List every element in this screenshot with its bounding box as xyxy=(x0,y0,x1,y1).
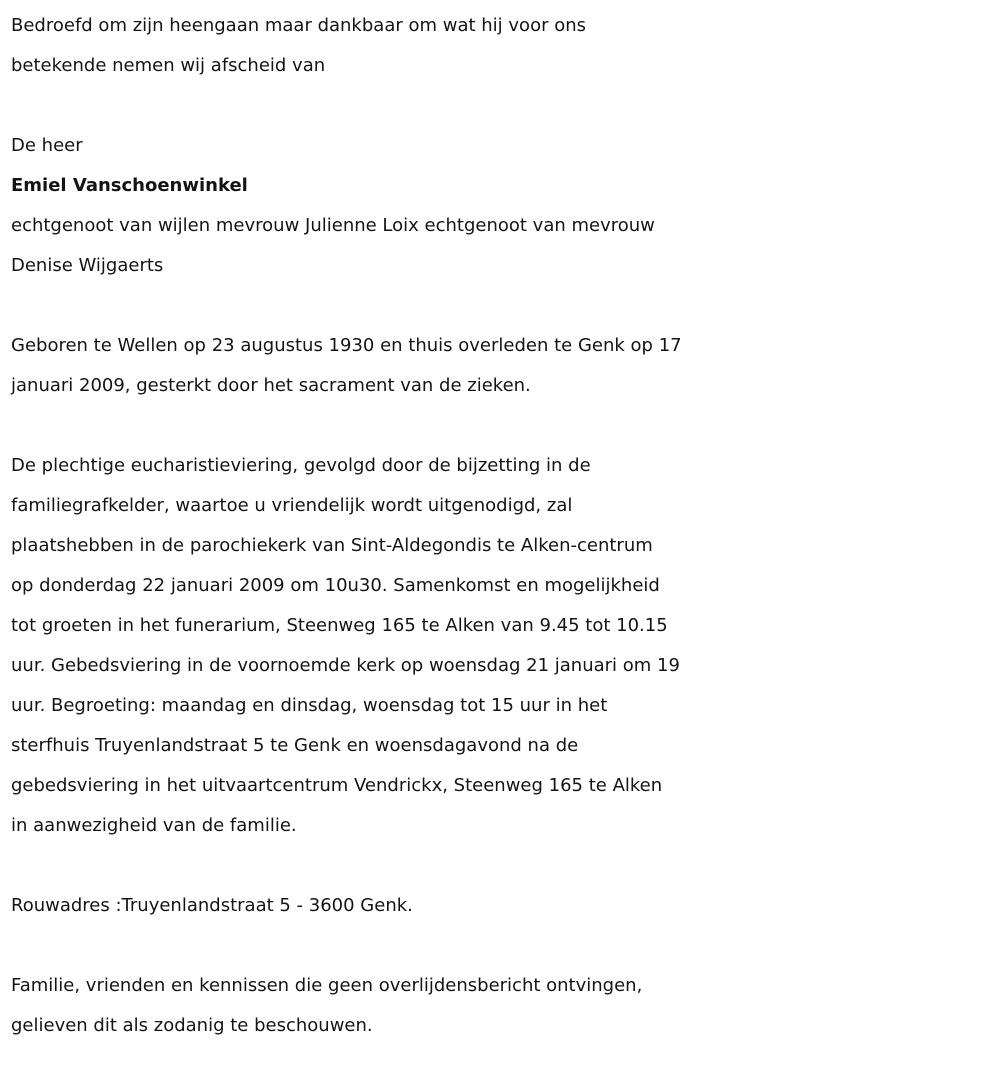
intro-line-1: Bedroefd om zijn heengaan maar dankbaar om wat hij voor ons xyxy=(11,15,586,36)
spacer xyxy=(11,86,993,126)
ceremony-line: De plechtige eucharistieviering, gevolgd door de bijzetting in de xyxy=(11,455,591,476)
ceremony-line: in aanwezigheid van de familie. xyxy=(11,815,297,836)
salutation: De heer xyxy=(11,135,83,156)
spouse-line-1: echtgenoot van wijlen mevrouw Julienne Loix echtgenoot van mevrouw xyxy=(11,215,655,236)
ceremony-line: sterfhuis Truyenlandstraat 5 te Genk en woensdagavond na de xyxy=(11,735,579,756)
ceremony-line: gebedsviering in het uitvaartcentrum Vendrickx, Steenweg 165 te Alken xyxy=(11,775,663,796)
closing-line-2: gelieven dit als zodanig te beschouwen. xyxy=(11,1015,373,1036)
obituary-notice xyxy=(11,6,993,1046)
spacer xyxy=(11,286,993,326)
spacer xyxy=(11,846,993,886)
spacer xyxy=(11,406,993,446)
ceremony-line: op donderdag 22 januari 2009 om 10u30. Samenkomst en mogelijkheid xyxy=(11,575,660,596)
spacer xyxy=(11,926,993,966)
ceremony-line: tot groeten in het funerarium, Steenweg 165 te Alken van 9.45 tot 10.15 xyxy=(11,615,668,636)
intro-line-2: betekende nemen wij afscheid van xyxy=(11,55,326,76)
birth-death-line-2: januari 2009, gesterkt door het sacrament van de zieken. xyxy=(11,375,531,396)
birth-death-line-1: Geboren te Wellen op 23 augustus 1930 en thuis overleden te Genk op 17 xyxy=(11,335,682,356)
ceremony-line: plaatshebben in de parochiekerk van Sint-Aldegondis te Alken-centrum xyxy=(11,535,653,556)
closing-line-1: Familie, vrienden en kennissen die geen overlijdensbericht ontvingen, xyxy=(11,975,643,996)
mourning-address: Rouwadres :Truyenlandstraat 5 - 3600 Genk. xyxy=(11,895,413,916)
ceremony-line: uur. Begroeting: maandag en dinsdag, woensdag tot 15 uur in het xyxy=(11,695,608,716)
deceased-name: Emiel Vanschoenwinkel xyxy=(11,175,248,196)
ceremony-line: uur. Gebedsviering in de voornoemde kerk op woensdag 21 januari om 19 xyxy=(11,655,680,676)
spouse-line-2: Denise Wijgaerts xyxy=(11,255,164,276)
ceremony-line: familiegrafkelder, waartoe u vriendelijk wordt uitgenodigd, zal xyxy=(11,495,573,516)
